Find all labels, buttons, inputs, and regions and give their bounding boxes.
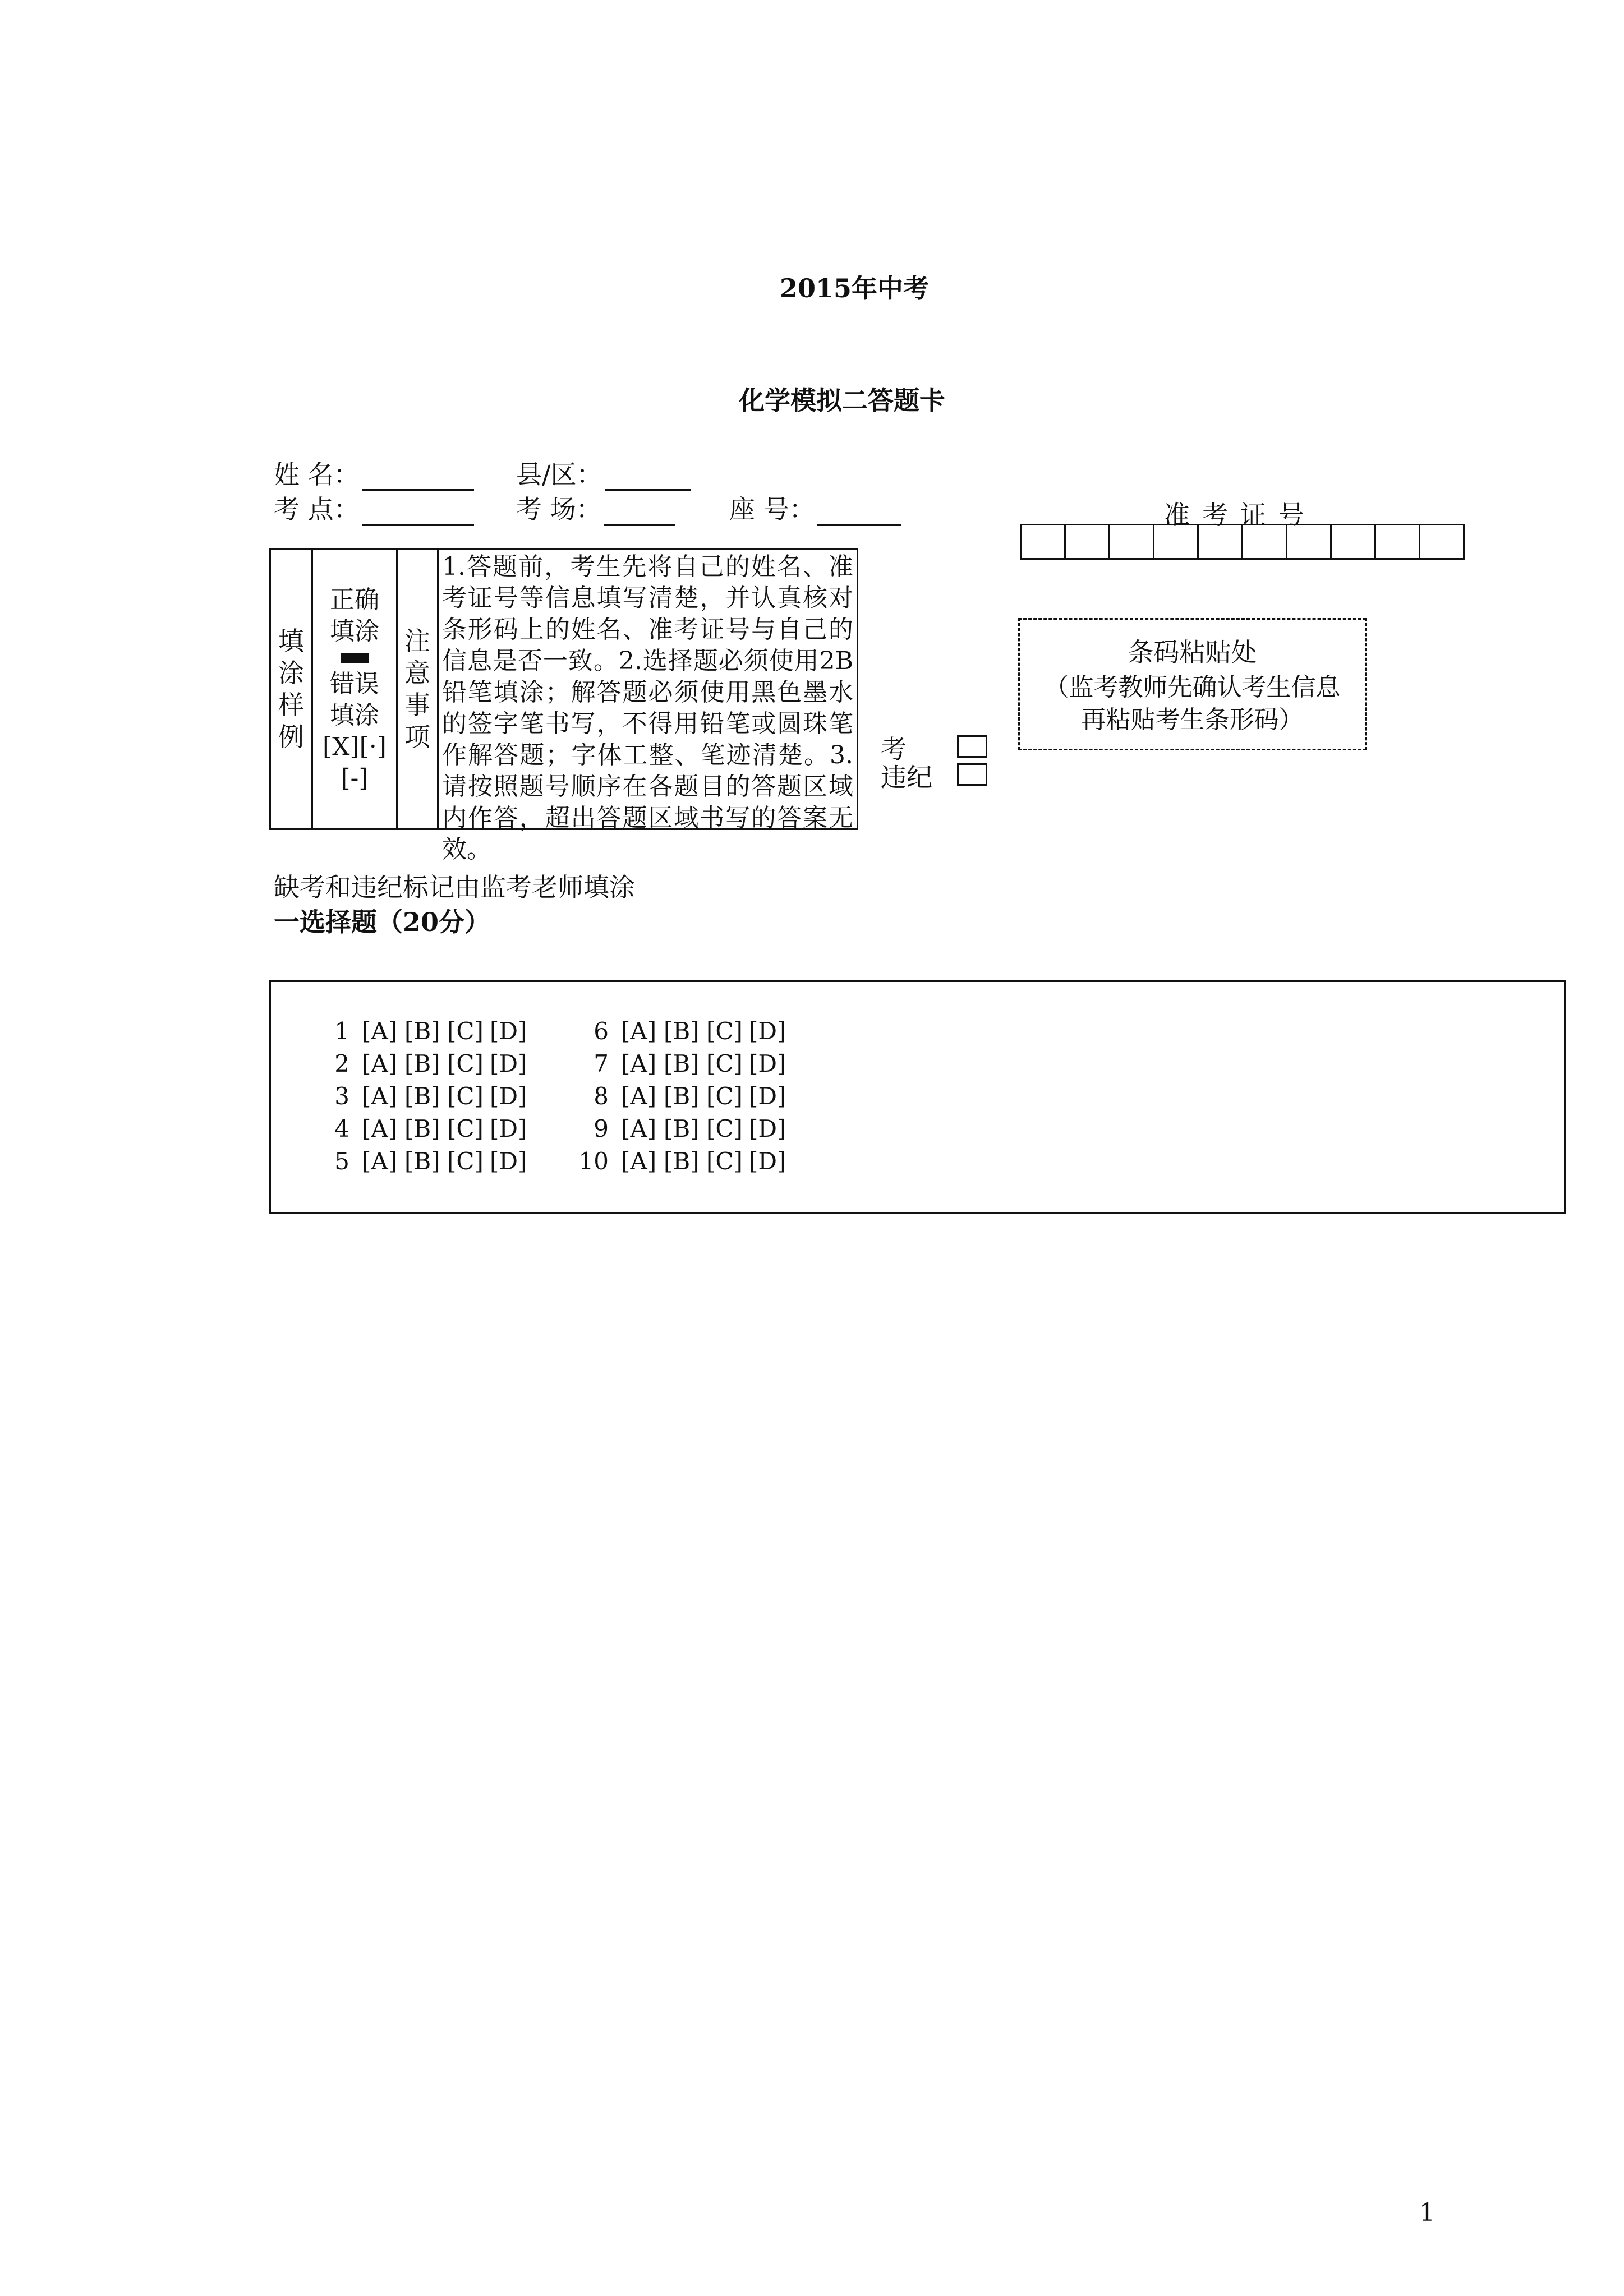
site-label: 考 点： <box>274 494 360 524</box>
answer-option-bubble[interactable]: [A] <box>621 1147 657 1175</box>
answer-option-bubble[interactable]: [D] <box>490 1114 527 1142</box>
answer-row <box>316 1015 792 1047</box>
site-input-line[interactable] <box>362 499 474 526</box>
admission-digit-box[interactable] <box>1376 525 1420 558</box>
admission-digit-box[interactable] <box>1066 525 1110 558</box>
answer-option-bubble[interactable]: [B] <box>664 1147 700 1175</box>
answer-row <box>316 1112 792 1145</box>
county-input-line[interactable] <box>605 464 691 491</box>
notice-notes: 1.答题前，考生先将自己的姓名、准考证号等信息填写清楚，并认真核对条形码上的姓名、准考证号与自己的信息是否一致。2.选择题必须使用2B铅笔填涂；解答题必须使用黑色墨水的签字笔书写，不得用铅笔或圆珠笔作解答题；字体工整、笔迹清楚。3.请按照题号顺序在各题目的答题区域内作答，超出答题区域书写的答案无效。 <box>442 552 853 864</box>
answer-option-bubble[interactable]: [C] <box>706 1147 743 1175</box>
answer-option-bubble[interactable]: [A] <box>362 1082 398 1110</box>
answer-option-bubble[interactable]: [A] <box>621 1114 657 1142</box>
answer-option-bubble[interactable]: [D] <box>490 1147 527 1175</box>
correct-fill-label: 正确填涂 <box>330 585 379 646</box>
admission-digit-box[interactable] <box>1110 525 1154 558</box>
answer-grid <box>316 1015 792 1177</box>
answer-option-bubble[interactable]: [A] <box>362 1049 398 1077</box>
notice-label-cell <box>398 550 439 828</box>
violation-label: 违纪 <box>881 762 932 792</box>
question-number: 4 <box>334 1114 349 1142</box>
answer-option-bubble[interactable]: [B] <box>404 1147 440 1175</box>
section1-title: 一选择题（20分） <box>274 907 491 937</box>
answer-option-bubble[interactable]: [D] <box>749 1114 786 1142</box>
answer-option-bubble[interactable]: [C] <box>447 1114 484 1142</box>
correct-fill-mark-icon <box>341 653 369 663</box>
admission-digit-box[interactable] <box>1420 525 1463 558</box>
notice-notes-cell <box>439 550 857 864</box>
admission-number-label: 准考证号 <box>1164 500 1317 530</box>
absence-note: 缺考和违纪标记由监考老师填涂 <box>274 872 635 902</box>
answer-option-bubble[interactable]: [A] <box>621 1082 657 1110</box>
answer-option-bubble[interactable]: [D] <box>749 1082 786 1110</box>
answer-option-bubble[interactable]: [B] <box>664 1049 700 1077</box>
answer-option-bubble[interactable]: [B] <box>404 1049 440 1077</box>
answer-option-bubble[interactable]: [C] <box>706 1017 743 1045</box>
answer-row <box>316 1047 792 1080</box>
answer-option-bubble[interactable]: [C] <box>706 1049 743 1077</box>
violation-checkbox[interactable] <box>957 763 987 786</box>
answer-option-bubble[interactable]: [A] <box>362 1147 398 1175</box>
answer-option-bubble[interactable]: [D] <box>749 1017 786 1045</box>
answer-option-bubble[interactable]: [D] <box>490 1017 527 1045</box>
absent-label: 考 <box>881 734 907 764</box>
answer-option-bubble[interactable]: [A] <box>362 1017 398 1045</box>
question-number: 8 <box>594 1082 609 1110</box>
answer-option-bubble[interactable]: [C] <box>447 1049 484 1077</box>
name-input-line[interactable] <box>362 464 474 491</box>
admission-digit-box[interactable] <box>1243 525 1287 558</box>
wrong-fill-marks: [X][·][-] <box>323 732 387 792</box>
county-label: 县/区： <box>516 459 602 490</box>
answer-option-bubble[interactable]: [B] <box>664 1017 700 1045</box>
barcode-area <box>1018 618 1367 750</box>
fill-sample-label-cell <box>271 550 313 828</box>
answer-option-bubble[interactable]: [C] <box>447 1147 484 1175</box>
admission-digit-box[interactable] <box>1154 525 1199 558</box>
admission-digit-box[interactable] <box>1022 525 1066 558</box>
absent-checkbox[interactable] <box>957 735 987 758</box>
answer-option-bubble[interactable]: [D] <box>749 1049 786 1077</box>
answer-option-bubble[interactable]: [D] <box>490 1082 527 1110</box>
admission-digit-box[interactable] <box>1332 525 1376 558</box>
question-number: 7 <box>594 1049 609 1077</box>
answer-option-bubble[interactable]: [B] <box>404 1017 440 1045</box>
county-field[interactable] <box>516 454 691 491</box>
exam-year-title: 2015年中考 <box>780 273 930 303</box>
answer-option-bubble[interactable]: [A] <box>621 1049 657 1077</box>
fill-sample-marks-cell <box>313 550 398 828</box>
question-number: 9 <box>594 1114 609 1142</box>
question-number: 5 <box>334 1147 349 1175</box>
answer-option-bubble[interactable]: [A] <box>621 1017 657 1045</box>
answer-option-bubble[interactable]: [D] <box>749 1147 786 1175</box>
fill-sample-table <box>269 548 858 864</box>
answer-option-bubble[interactable]: [C] <box>447 1017 484 1045</box>
site-field[interactable] <box>274 489 474 526</box>
admission-number-boxes[interactable] <box>1020 524 1465 560</box>
answer-row <box>316 1080 792 1112</box>
answer-option-bubble[interactable]: [C] <box>447 1082 484 1110</box>
room-input-line[interactable] <box>604 499 675 526</box>
name-label: 姓 名： <box>274 459 360 490</box>
question-number: 2 <box>334 1049 349 1077</box>
question-number: 3 <box>334 1082 349 1110</box>
seat-field[interactable] <box>729 489 901 526</box>
answer-row <box>316 1145 792 1177</box>
admission-digit-box[interactable] <box>1287 525 1332 558</box>
seat-input-line[interactable] <box>817 499 901 526</box>
room-field[interactable] <box>516 489 675 526</box>
admission-digit-box[interactable] <box>1199 525 1243 558</box>
question-number: 10 <box>578 1147 609 1175</box>
answer-option-bubble[interactable]: [B] <box>404 1114 440 1142</box>
answer-option-bubble[interactable]: [B] <box>664 1114 700 1142</box>
seat-label: 座 号： <box>729 494 815 524</box>
wrong-fill-label: 错误填涂 <box>330 670 379 730</box>
question-number: 6 <box>594 1017 609 1045</box>
fill-sample-label: 填涂样例 <box>278 626 304 752</box>
page-number: 1 <box>1419 2198 1435 2227</box>
barcode-note: （监考教师先确认考生信息再粘贴考生条形码） <box>1044 673 1341 734</box>
question-number: 1 <box>334 1017 349 1045</box>
barcode-title: 条码粘贴处 <box>1128 637 1257 667</box>
answer-option-bubble[interactable]: [A] <box>362 1114 398 1142</box>
room-label: 考 场： <box>516 494 602 524</box>
answer-option-bubble[interactable]: [C] <box>706 1114 743 1142</box>
name-field[interactable] <box>274 454 474 491</box>
answer-option-bubble[interactable]: [B] <box>664 1082 700 1110</box>
notice-label: 注意事项 <box>404 626 430 752</box>
answer-option-bubble[interactable]: [D] <box>490 1049 527 1077</box>
answer-area <box>269 980 1566 1214</box>
answer-option-bubble[interactable]: [B] <box>404 1082 440 1110</box>
answer-option-bubble[interactable]: [C] <box>706 1082 743 1110</box>
card-title: 化学模拟二答题卡 <box>739 385 945 416</box>
